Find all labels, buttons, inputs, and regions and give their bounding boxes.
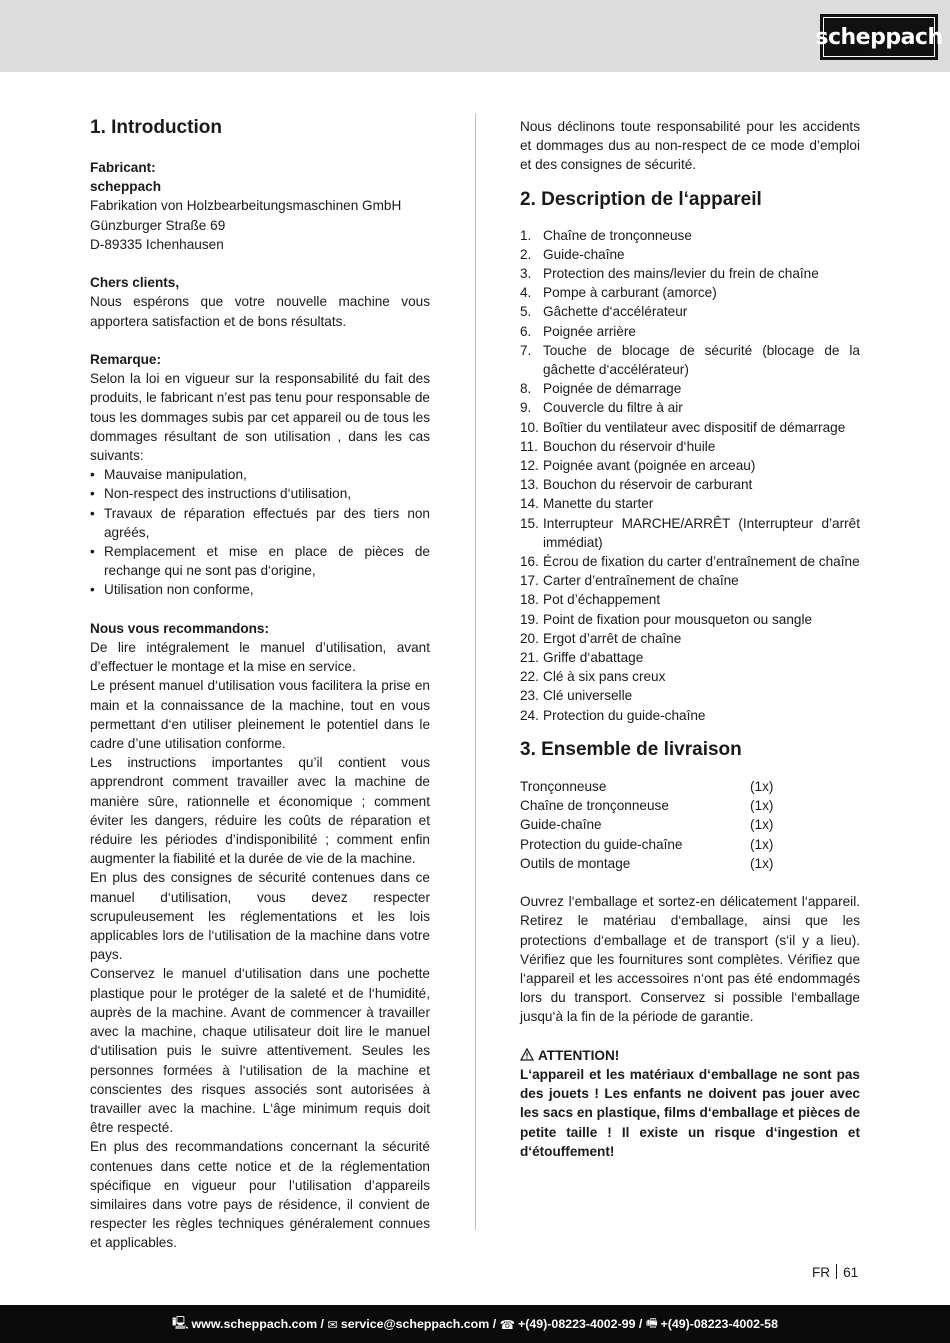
paragraph: Conservez le manuel d‘utilisation dans une pochette plastique pour le protéger de la saleté et de l‘humidité, auprès de la machine. Avant de commencer à travailler avec la machine, chaque utilisateur doit lire le manuel d‘utilisation puis le suivre attentivement. Seules les personnes formées à l‘utilisation de la machine et conscientes des risques associés sont autorisées à travailler avec la machine. L‘âge minimum requis doit être respecté. — [90, 966, 430, 1136]
footer-web[interactable]: www.scheppach.com — [191, 1317, 318, 1331]
part-number: 6. — [520, 323, 532, 339]
part-label: Griffe d‘abattage — [543, 650, 644, 666]
part-item — [520, 264, 860, 283]
part-label: Interrupteur MARCHE/ARRÊT (Interrupteur d’arrêt immédiat) — [543, 515, 860, 550]
part-label: Poignée avant (poignée en arceau) — [543, 458, 756, 474]
page-lang: FR — [812, 1265, 831, 1280]
part-label: Bouchon du réservoir d‘huile — [543, 438, 716, 454]
left-column — [90, 117, 430, 1253]
part-item — [520, 418, 860, 437]
phone-icon: ☎ — [499, 1317, 516, 1332]
part-number: 17. — [520, 573, 539, 589]
attention-label — [520, 1046, 860, 1065]
part-number: 23. — [520, 688, 539, 704]
part-number: 2. — [520, 246, 532, 262]
part-label: Écrou de fixation du carter d’entraînement de chaîne — [543, 554, 860, 570]
list-item: • Mauvaise manipulation, — [90, 465, 430, 484]
attention-text: L‘appareil et les matériaux d‘emballage ne sont pas des jouets ! Les enfants ne doivent pas jouer avec les sacs en plastique, films d‘emballage et pièces de petite taille ! Il existe un risque d‘ingestion et d‘étouffement! — [520, 1066, 860, 1159]
part-item — [520, 226, 860, 245]
part-number: 10. — [520, 419, 539, 435]
disclaimer-text: Nous déclinons toute responsabilité pour les accidents et dommages dus au non-respect de ce mode d’emploi et des consignes de sécurité. — [520, 119, 860, 173]
delivery-item — [520, 796, 860, 815]
part-item — [520, 245, 860, 264]
part-number: 4. — [520, 285, 532, 301]
part-item — [520, 456, 860, 475]
part-number: 18. — [520, 592, 539, 608]
part-label: Carter d’entraînement de chaîne — [543, 573, 739, 589]
part-label: Clé universelle — [543, 688, 633, 704]
paragraph: En plus des recommandations concernant la sécurité contenues dans cette notice et de la réglementation spécifique en vigueur pour l’utilisation d’appareils similaires dans votre pays de résidence, il convient de respecter les règles techniques généralement connues et applicables. — [90, 1139, 430, 1251]
part-label: Protection du guide-chaîne — [543, 707, 706, 723]
column-divider — [475, 113, 476, 1230]
part-item — [520, 629, 860, 648]
part-number: 14. — [520, 496, 539, 512]
fabricant-name: scheppach — [90, 179, 162, 195]
part-number: 1. — [520, 227, 532, 243]
right-column — [520, 117, 860, 1161]
paragraph: De lire intégralement le manuel d’utilisation, avant d’effectuer le montage et la mise en service. — [90, 640, 430, 675]
brand-logo — [815, 14, 943, 60]
part-label: Poignée arrière — [543, 323, 636, 339]
part-label: Ergot d’arrêt de chaîne — [543, 630, 682, 646]
section-title-delivery: 3. Ensemble de livraison — [520, 738, 742, 760]
delivery-item-qty: (1x) — [750, 817, 774, 833]
clients-label: Chers clients, — [90, 275, 180, 291]
delivery-item-qty: (1x) — [750, 778, 774, 794]
delivery-item — [520, 777, 860, 796]
footer-phone: +(49)-08223-4002-99 — [518, 1317, 636, 1331]
part-item — [520, 379, 860, 398]
part-label: Touche de blocage de sécurité (blocage de la gâchette d‘accélérateur) — [543, 342, 860, 378]
part-number: 3. — [520, 266, 532, 282]
page-number — [812, 1264, 858, 1280]
part-number: 13. — [520, 477, 539, 493]
part-item — [520, 706, 860, 725]
address-line: Günzburger Straße 69 — [90, 217, 226, 233]
delivery-item — [520, 835, 860, 854]
part-item — [520, 494, 860, 513]
part-item — [520, 437, 860, 456]
part-number: 20. — [520, 630, 539, 646]
delivery-item — [520, 854, 860, 873]
cases-list — [90, 465, 430, 599]
part-number: 11. — [520, 438, 538, 454]
address-line: D-89335 Ichenhausen — [90, 236, 224, 252]
part-item — [520, 341, 860, 379]
delivery-item-qty: (1x) — [750, 855, 774, 871]
warning-icon — [520, 1048, 534, 1061]
part-number: 12. — [520, 458, 539, 474]
part-label: Gâchette d‘accélérateur — [543, 304, 688, 320]
header-bar — [0, 0, 950, 72]
fabricant-label: Fabricant: — [90, 160, 156, 175]
part-label: Pot d’échappement — [543, 592, 661, 608]
delivery-list — [520, 777, 860, 873]
part-number: 5. — [520, 304, 532, 320]
fax-icon: 🖷 — [645, 1315, 658, 1330]
part-label: Clé à six pans creux — [543, 669, 666, 685]
delivery-item-name: Guide-chaîne — [520, 817, 602, 833]
delivery-item-name: Protection du guide-chaîne — [520, 836, 683, 852]
clients-text: Nous espérons que votre nouvelle machine vous apportera satisfaction et de bons résultats. — [90, 294, 430, 329]
remarque-text: Selon la loi en vigueur sur la responsabilité du fait des produits, le fabricant n’est pas tenu pour responsable de tous les dommages subis par cet appareil ou de tous les dommages résultant de son utilisation , dans les cas suivants: — [90, 371, 430, 464]
part-item — [520, 590, 860, 609]
logo-text: scheppach — [815, 24, 943, 50]
delivery-item-qty: (1x) — [750, 798, 774, 814]
part-item — [520, 302, 860, 321]
part-label: Chaîne de tronçonneuse — [543, 227, 692, 243]
part-number: 7. — [520, 342, 532, 358]
list-item: • Non-respect des instructions d‘utilisation, — [90, 484, 430, 503]
part-label: Manette du starter — [543, 496, 654, 512]
part-number: 15. — [520, 515, 539, 531]
page-number-value: 61 — [843, 1265, 859, 1280]
part-number: 21. — [520, 650, 539, 666]
footer-fax: +(49)-08223-4002-58 — [660, 1317, 778, 1331]
attention-label-text: ATTENTION! — [538, 1047, 620, 1063]
part-item — [520, 475, 860, 494]
list-item: • Travaux de réparation effectués par des tiers non agréés, — [90, 504, 430, 542]
footer-bar: 🖳 www.scheppach.com / ✉ service@scheppach.com / ☎ +(49)-08223-4002-99 / 🖷 +(49)-08223-4002-58 — [0, 1305, 950, 1343]
part-label: Pompe à carburant (amorce) — [543, 285, 717, 301]
part-number: 22. — [520, 669, 539, 685]
recommand-label: Nous vous recommandons: — [90, 620, 270, 636]
section-title-introduction: 1. Introduction — [90, 117, 222, 138]
part-label: Protection des mains/levier du frein de chaîne — [543, 266, 819, 282]
delivery-item-name: Outils de montage — [520, 855, 631, 871]
remarque-label: Remarque: — [90, 352, 162, 367]
delivery-item — [520, 815, 860, 834]
parts-list — [520, 226, 860, 725]
part-item — [520, 667, 860, 686]
paragraph: Les instructions importantes qu’il contient vous apprendront comment travailler avec la machine de manière sûre, rationnelle et économique ; comment éviter les dangers, réduire les coûts de réparation et réduire les périodes d’indisponibilité ; comment enfin augmenter la fiabilité et la durée de vie de la machine. — [90, 755, 430, 867]
part-label: Guide-chaîne — [543, 246, 625, 262]
part-label: Poignée de démarrage — [543, 381, 682, 397]
paragraph: En plus des consignes de sécurité contenues dans ce manuel d‘utilisation, vous devez respecter scrupuleusement les réglementations et les lois applicables lors de l‘utilisation de la machine dans votre pays. — [90, 870, 430, 963]
part-number: 19. — [520, 611, 539, 627]
part-item — [520, 610, 860, 629]
part-item — [520, 283, 860, 302]
section-title-description: 2. Description de l‘appareil — [520, 188, 762, 210]
delivery-item-qty: (1x) — [750, 836, 774, 852]
part-label: Point de fixation pour mousqueton ou sangle — [543, 611, 813, 627]
delivery-item-name: Tronçonneuse — [520, 778, 607, 794]
unpack-text: Ouvrez l‘emballage et sortez-en délicatement l‘appareil. Retirez le matériau d‘emballage, ainsi que les protections d‘emballage et de transport (s‘il y a lieu). Vérifiez que les fournitures sont complètes. Vérifiez que l‘appareil et les accessoires n‘ont pas été endommagés lors du transport. Conservez si possible l‘emballage jusqu‘à la fin de la période de garantie. — [520, 894, 860, 1025]
part-number: 16. — [520, 554, 539, 570]
part-item — [520, 514, 860, 552]
computer-icon: 🖳 — [172, 1315, 189, 1330]
part-item — [520, 686, 860, 705]
mail-icon: ✉ — [327, 1317, 338, 1332]
part-number: 9. — [520, 400, 532, 416]
list-item: • Utilisation non conforme, — [90, 580, 430, 599]
delivery-item-name: Chaîne de tronçonneuse — [520, 798, 669, 814]
part-item — [520, 322, 860, 341]
list-item: • Remplacement et mise en place de pièces de rechange qui ne sont pas d‘origine, — [90, 542, 430, 580]
part-item — [520, 571, 860, 590]
part-item — [520, 552, 860, 571]
part-number: 8. — [520, 381, 532, 397]
part-label: Bouchon du réservoir de carburant — [543, 477, 753, 493]
address-line: Fabrikation von Holzbearbeitungsmaschinen GmbH — [90, 198, 402, 214]
part-number: 24. — [520, 707, 539, 723]
paragraph: Le présent manuel d‘utilisation vous facilitera la prise en main et la connaissance de la machine, tout en vous permettant d‘en utiliser pleinement le potentiel dans le cadre d’une utilisation conforme. — [90, 678, 430, 752]
footer-email[interactable]: service@scheppach.com — [340, 1317, 490, 1331]
part-item — [520, 648, 860, 667]
part-label: Boîtier du ventilateur avec dispositif de démarrage — [543, 419, 846, 435]
part-item — [520, 398, 860, 417]
part-label: Couvercle du filtre à air — [543, 400, 683, 416]
